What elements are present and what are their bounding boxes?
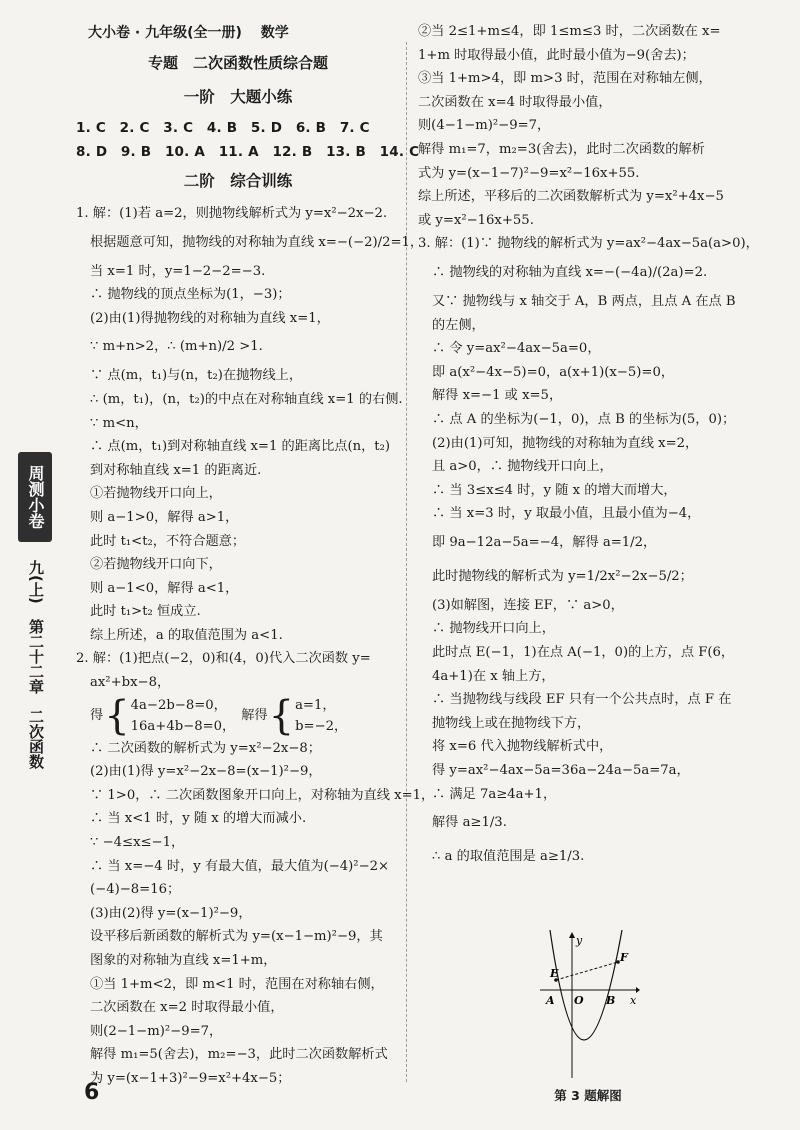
left-line: ∵ m+n>2，∴ (m+n)/2 >1. (90, 339, 263, 355)
section-heading-2: 二阶 综合训练 (183, 172, 293, 191)
left-line: 则 a−1<0，解得 a<1， (90, 580, 239, 596)
left-line: 则(2−1−m)²−9=7， (90, 1023, 223, 1039)
label-e: E (550, 967, 559, 980)
right-line: ∴ a 的取值范围是 a≥1/3. (432, 849, 585, 865)
right-line: ∴ 满足 7a≥4a+1， (432, 786, 557, 802)
solution-figure (536, 930, 640, 1080)
left-line: ∴ 当 x=−4 时，y 有最大值，最大值为(−4)²−2× (90, 858, 390, 874)
left-line: ①若抛物线开口向上， (90, 486, 222, 502)
label-f: F (620, 951, 628, 964)
right-line: 二次函数在 x=4 时取得最小值， (418, 94, 612, 110)
left-column (76, 52, 435, 1091)
left-line: 1. 解：(1)若 a=2，则抛物线解析式为 y=x²−2x−2. (76, 205, 388, 221)
left-line: (3)由(2)得 y=(x−1)²−9， (90, 905, 252, 921)
label-a: A (546, 994, 555, 1007)
right-line: ∴ 当 3≤x≤4 时，y 随 x 的增大而增大， (432, 482, 677, 498)
left-line: 解得 m₁=5(舍去)，m₂=−3，此时二次函数解析式 (90, 1047, 388, 1063)
left-line: 综上所述，a 的取值范围为 a<1. (90, 627, 283, 643)
right-line: 综上所述，平移后的二次函数解析式为 y=x²+4x−5 (418, 189, 724, 205)
right-line: ∴ 当抛物线与线段 EF 只有一个公共点时，点 F 在 (432, 692, 732, 708)
left-line: ∴ (m，t₁)，(n，t₂)的中点在对称轴直线 x=1 的右侧. (90, 391, 403, 407)
right-line: 1+m 时取得最小值，此时最小值为−9(舍去)； (418, 47, 695, 63)
system-eq2: 16a+4b−8=0， (130, 718, 236, 734)
right-line: 且 a>0，∴ 抛物线开口向上， (432, 459, 613, 475)
right-line: ③当 1+m>4，即 m>3 时，范围在对称轴左侧， (418, 71, 712, 87)
right-line: 即 9a−12a−5a=−4，解得 a=1/2， (432, 534, 657, 550)
page-header (88, 22, 289, 42)
right-line: (3)如解图，连接 EF，∵ a>0， (432, 597, 624, 613)
side-chapter-text: 九(上) 第二十二章 二次函数 (27, 560, 45, 769)
column-divider (406, 42, 407, 1082)
left-line: 为 y=(x−1+3)²−9=x²+4x−5； (90, 1070, 291, 1086)
right-line: 3. 解：(1)∵ 抛物线的解析式为 y=ax²−4ax−5a(a>0)， (418, 236, 759, 252)
left-line: ∴ 当 x<1 时，y 随 x 的增大而减小. (90, 811, 307, 827)
right-line: 解得 a≥1/3. (432, 815, 507, 831)
system-prefix: 得 (90, 707, 104, 723)
left-line: ∵ 点(m，t₁)与(n，t₂)在抛物线上， (90, 368, 303, 384)
right-line: 将 x=6 代入抛物线解析式中， (432, 739, 613, 755)
right-line: ∴ 抛物线的对称轴为直线 x=−(−4a)/(2a)=2. (432, 264, 708, 280)
left-line: 则 a−1>0，解得 a>1， (90, 509, 239, 525)
left-line: 此时 t₁<t₂，不符合题意； (90, 533, 246, 549)
left-line: 到对称轴直线 x=1 的距离近. (90, 462, 262, 478)
x-axis-arrow (636, 987, 640, 993)
left-line: (−4)−8=16； (90, 882, 181, 898)
right-line: 即 a(x²−4x−5)=0，a(x+1)(x−5)=0， (432, 364, 675, 380)
right-line: 的左侧， (432, 317, 485, 333)
right-line: ∴ 抛物线开口向上， (432, 621, 555, 637)
right-line: 抛物线上或在抛物线下方， (432, 715, 591, 731)
system-sol2: b=−2， (295, 718, 348, 734)
label-o: O (574, 994, 584, 1007)
subject-label: 数学 (260, 25, 289, 41)
left-line: 2. 解：(1)把点(−2，0)和(4，0)代入二次函数 y= (76, 651, 371, 667)
left-line: (2)由(1)得 y=x²−2x−8=(x−1)²−9， (90, 764, 322, 780)
answer-row-2: 8. D 9. B 10. A 11. A 12. B 13. B 14. C (76, 143, 420, 160)
right-line: 解得 m₁=7，m₂=3(舍去)，此时二次函数的解析 (418, 141, 705, 157)
right-line: 式为 y=(x−1−7)²−9=x²−16x+55. (418, 165, 640, 181)
right-line: ∴ 令 y=ax²−4ax−5a=0， (432, 341, 601, 357)
left-line: 此时 t₁>t₂ 恒成立. (90, 604, 201, 620)
right-line: 得 y=ax²−4ax−5a=36a−24a−5a=7a， (432, 763, 690, 779)
left-line: 根据题意可知，抛物线的对称轴为直线 x=−(−2)/2=1， (90, 234, 424, 250)
right-line: ②当 2≤1+m≤4，即 1≤m≤3 时，二次函数在 x= (418, 24, 721, 39)
right-line: 或 y=x²−16x+55. (418, 212, 534, 228)
segment-ef (556, 962, 618, 980)
right-line: 又∵ 抛物线与 x 轴交于 A，B 两点，且点 A 在点 B (432, 293, 736, 309)
right-line: 则(4−1−m)²−9=7， (418, 118, 551, 134)
x-label: x (630, 994, 637, 1007)
system-eq1: 4a−2b−8=0， (130, 697, 227, 713)
left-line: ∵ m<n， (90, 415, 148, 431)
system-mid: 解得 (241, 707, 268, 723)
right-line: ∴ 点 A 的坐标为(−1，0)，点 B 的坐标为(5，0)； (432, 411, 736, 427)
book-title: 大小卷 · 九年级(全一册) (88, 25, 242, 41)
left-line: (2)由(1)得抛物线的对称轴为直线 x=1， (90, 310, 330, 326)
left-line: ∴ 抛物线的顶点坐标为(1，−3)； (90, 287, 291, 303)
y-label: y (576, 934, 583, 947)
left-line: 二次函数在 x=2 时取得最小值， (90, 1000, 284, 1016)
topic-title: 专题 二次函数性质综合题 (147, 54, 328, 72)
right-column (418, 20, 766, 874)
equation-system: 得 { 4a−2b−8=0， 16a+4b−8=0， 解得 { a=1， b=−2， (90, 692, 348, 739)
left-line: ∵ −4≤x≤−1， (90, 835, 185, 851)
left-line: 当 x=1 时，y=1−2−2=−3. (90, 263, 266, 279)
right-line: ∴ 当 x=3 时，y 取最小值，且最小值为−4， (432, 506, 701, 522)
right-line: 此时点 E(−1，1)在点 A(−1，0)的上方，点 F(6， (432, 645, 735, 661)
system-sol1: a=1， (295, 697, 336, 713)
left-line: ②若抛物线开口向下， (90, 557, 222, 573)
left-line: 图象的对称轴为直线 x=1+m， (90, 953, 277, 968)
answer-row-1: 1. C 2. C 3. C 4. B 5. D 6. B 7. C (76, 120, 370, 137)
page-number: 6 (84, 1080, 100, 1105)
side-tab: 周测小卷 (18, 452, 52, 542)
right-line: 4a+1)在 x 轴上方， (432, 668, 555, 684)
left-line: ax²+bx−8， (90, 675, 171, 691)
y-axis-arrow (569, 932, 575, 938)
right-line: (2)由(1)可知，抛物线的对称轴为直线 x=2， (432, 435, 699, 451)
left-line: ∴ 二次函数的解析式为 y=x²−2x−8； (90, 740, 321, 756)
left-line: ①当 1+m<2，即 m<1 时，范围在对称轴右侧， (90, 976, 384, 992)
right-line: 解得 x=−1 或 x=5， (432, 388, 563, 404)
left-line: 设平移后新函数的解析式为 y=(x−1−m)²−9，其 (90, 929, 383, 945)
figure-caption: 第 3 题解图 (554, 1088, 622, 1103)
label-b: B (606, 994, 616, 1007)
right-line: 此时抛物线的解析式为 y=1/2x²−2x−5/2； (432, 568, 693, 584)
parabola-curve (550, 930, 622, 1040)
section-heading-1: 一阶 大题小练 (183, 87, 293, 106)
left-line: ∴ 点(m，t₁)到对称轴直线 x=1 的距离比点(n，t₂) (90, 439, 391, 455)
left-line: ∵ 1>0，∴ 二次函数图象开口向上，对称轴为直线 x=1， (90, 787, 435, 803)
